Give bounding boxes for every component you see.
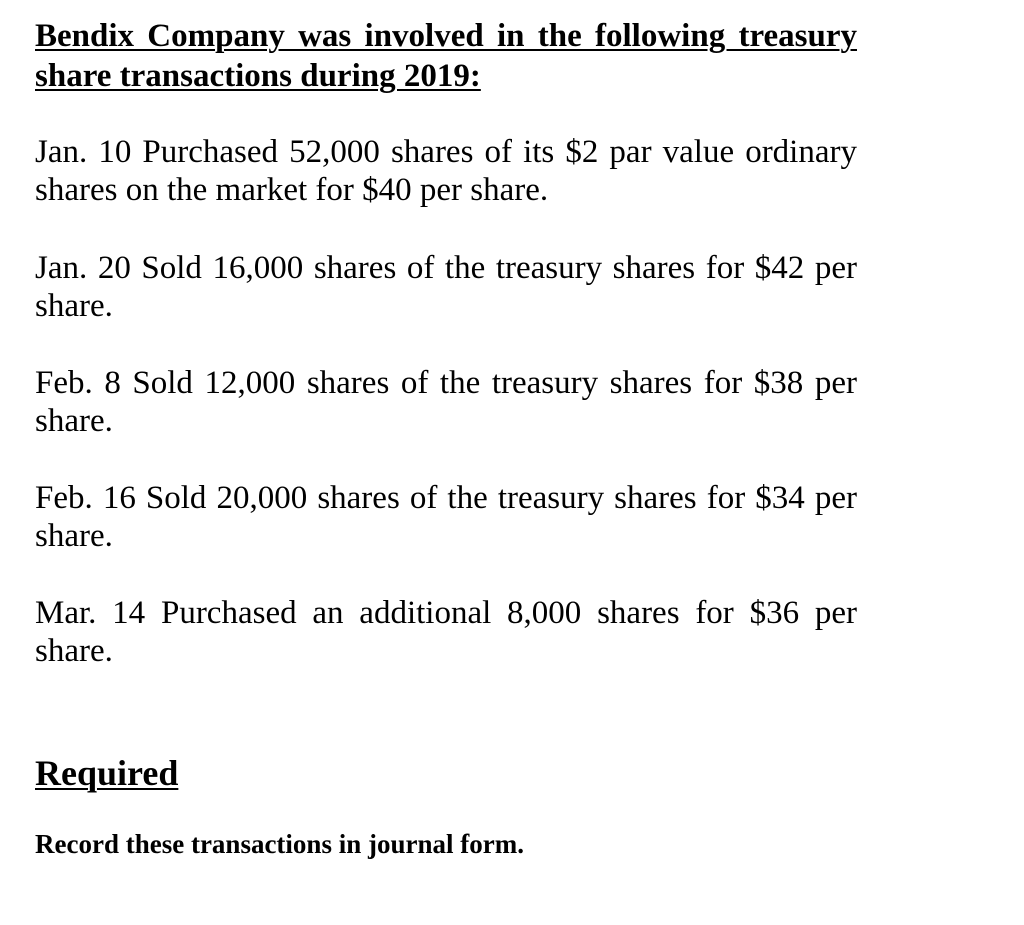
transaction-jan-20: Jan. 20 Sold 16,000 shares of the treasury shares for $42 per share. [35, 250, 857, 324]
instruction-text: Record these transactions in journal form. [35, 829, 524, 859]
transaction-jan-10: Jan. 10 Purchased 52,000 shares of its $2 par value ordinary shares on the market for $40 per share. [35, 134, 857, 208]
transaction-feb-16: Feb. 16 Sold 20,000 shares of the treasury shares for $34 per share. [35, 480, 857, 554]
transaction-feb-8: Feb. 8 Sold 12,000 shares of the treasury shares for $38 per share. [35, 365, 857, 439]
required-heading: Required [35, 753, 179, 793]
transaction-mar-14: Mar. 14 Purchased an additional 8,000 shares for $36 per share. [35, 595, 857, 669]
problem-heading: Bendix Company was involved in the following treasury share transactions during 2019: [35, 18, 857, 94]
document-body [35, 16, 857, 860]
